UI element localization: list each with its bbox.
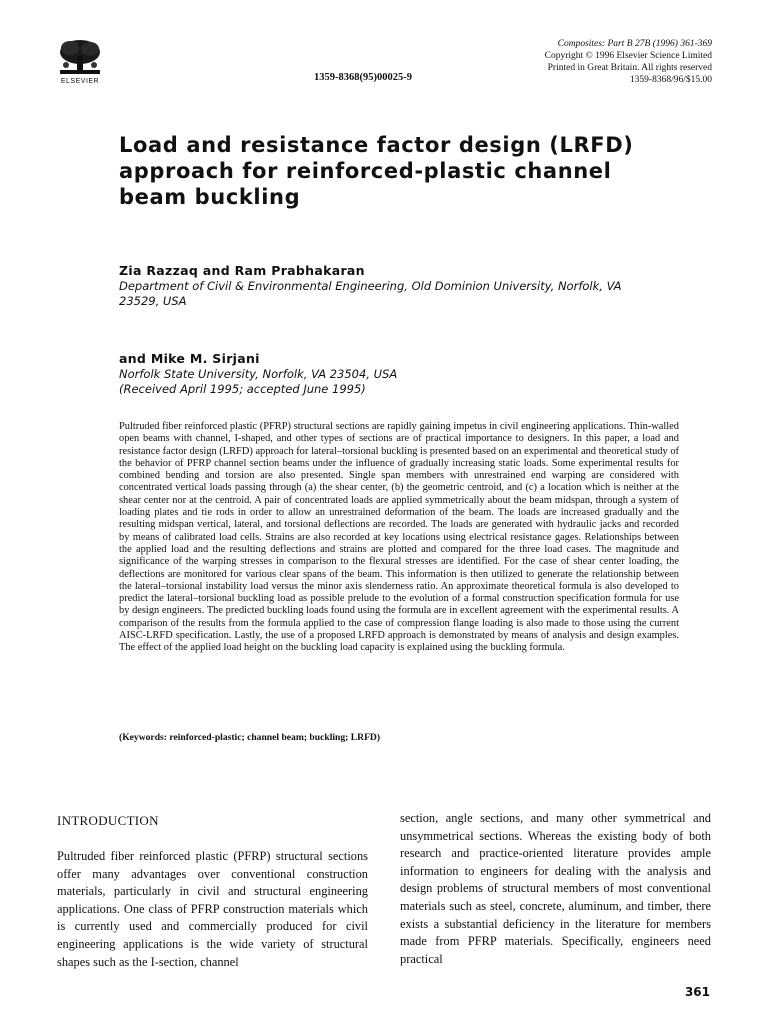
journal-info <box>545 38 712 86</box>
publisher-name: ELSEVIER <box>60 78 100 85</box>
author-affiliation-1: Department of Civil & Environmental Engineering, Old Dominion University, Norfolk, VA 23529, USA <box>119 279 622 308</box>
received-dates: (Received April 1995; accepted June 1995) <box>119 382 366 396</box>
doi-code: 1359-8368(95)00025-9 <box>314 72 412 83</box>
paper-title: Load and resistance factor design (LRFD) approach for reinforced-plastic channel beam buckling <box>119 133 634 209</box>
intro-column-left: Pultruded fiber reinforced plastic (PFRP) structural sections offer many advantages over conventional construction materials, particularly in civil and structural engineering applications. One class of PFRP construction materials which is currently used and commercially produced for civil engineering applications is the wide variety of structural shapes such as the I-section, channel <box>57 849 368 969</box>
author-affiliation-2: Norfolk State University, Norfolk, VA 23504, USA <box>119 367 398 381</box>
issn-price: 1359-8368/96/$15.00 <box>629 75 712 85</box>
keywords: (Keywords: reinforced-plastic; channel beam; buckling; LRFD) <box>119 732 381 743</box>
elsevier-logo <box>54 38 106 85</box>
journal-citation: Composites: Part B 27B (1996) 361-369 <box>557 39 712 49</box>
intro-column-right: section, angle sections, and many other symmetrical and unsymmetrical sections. Whereas the existing body of both research and practice-oriented literature provides ample information to engineers for dealing with the analysis and design problems of structural members of most conventional materials such as steel, concrete, aluminum, and timber, there exists a substantial deficiency in the literature for members made from PFRP materials. Specifically, engineers need practical <box>400 811 711 966</box>
copyright-line: Copyright © 1996 Elsevier Science Limited <box>544 51 712 61</box>
section-heading-introduction: INTRODUCTION <box>57 813 159 828</box>
author-names-1: Zia Razzaq and Ram Prabhakaran <box>119 263 365 278</box>
elsevier-tree-icon <box>54 38 106 76</box>
printed-line: Printed in Great Britain. All rights reserved <box>547 63 712 73</box>
page-number: 361 <box>684 985 710 999</box>
abstract: Pultruded fiber reinforced plastic (PFRP) structural sections are rapidly gaining impetus in civil engineering applications. Thin-walled open beams with channel, I-shaped, and other types of sections are of practical importance to designers. In this paper, a load and resistance factor design (LRFD) approach for lateral–torsional buckling is presented based on an experimental and theoretical study of the behavior of PFRP channel section beams under the influence of gradually increasing static loads. Some experimental results for combined bending and torsion are also presented. Single span members with unrestrained end warping are considered with concentrated vertical loads passing through (a) the shear center, (b) the geometric centroid, and (c) a location which is neither at the shear center nor at the centroid. A pair of concentrated loads are applied symmetrically about the beam midspan, through a system of loading plates and tie rods in order to allow an unrestrained deformation of the beam. The loads are increased gradually and the resulting midspan vertical, lateral, and torsional deflections are recorded. The loads are generated with hydraulic jacks and recorded by means of calibrated load cells. Strains are also recorded at key locations using electrical resistance gages. Relationships between the applied load and the resulting deflections and strains are plotted and compared for the three load cases. The magnitude and significance of the warping stresses in comparison to the flexural stresses are identified. For the case of shear center loading, the deflections are monitored for various clear spans of the beam. This information is then utilized to generate the relationship between the lateral–torsional instability load versus the minor axis slenderness ratio. An approximate theoretical formula is also developed to predict the lateral–torsional buckling load as possible prelude to the evolution of a formal construction specification formula for use by design engineers. The predicted buckling loads found using the formula are in excellent agreement with the experimental results. A comparison of the results from the formula applied to the case of compression flange loading is also made to those using the current AISC-LRFD specification. Lastly, the use of a proposed LRFD approach is demonstrated by means of analysis and design examples. The effect of the applied load height on the buckling load capacity is explained using the buckling formula. <box>119 421 679 654</box>
author-names-2: and Mike M. Sirjani <box>119 351 260 366</box>
